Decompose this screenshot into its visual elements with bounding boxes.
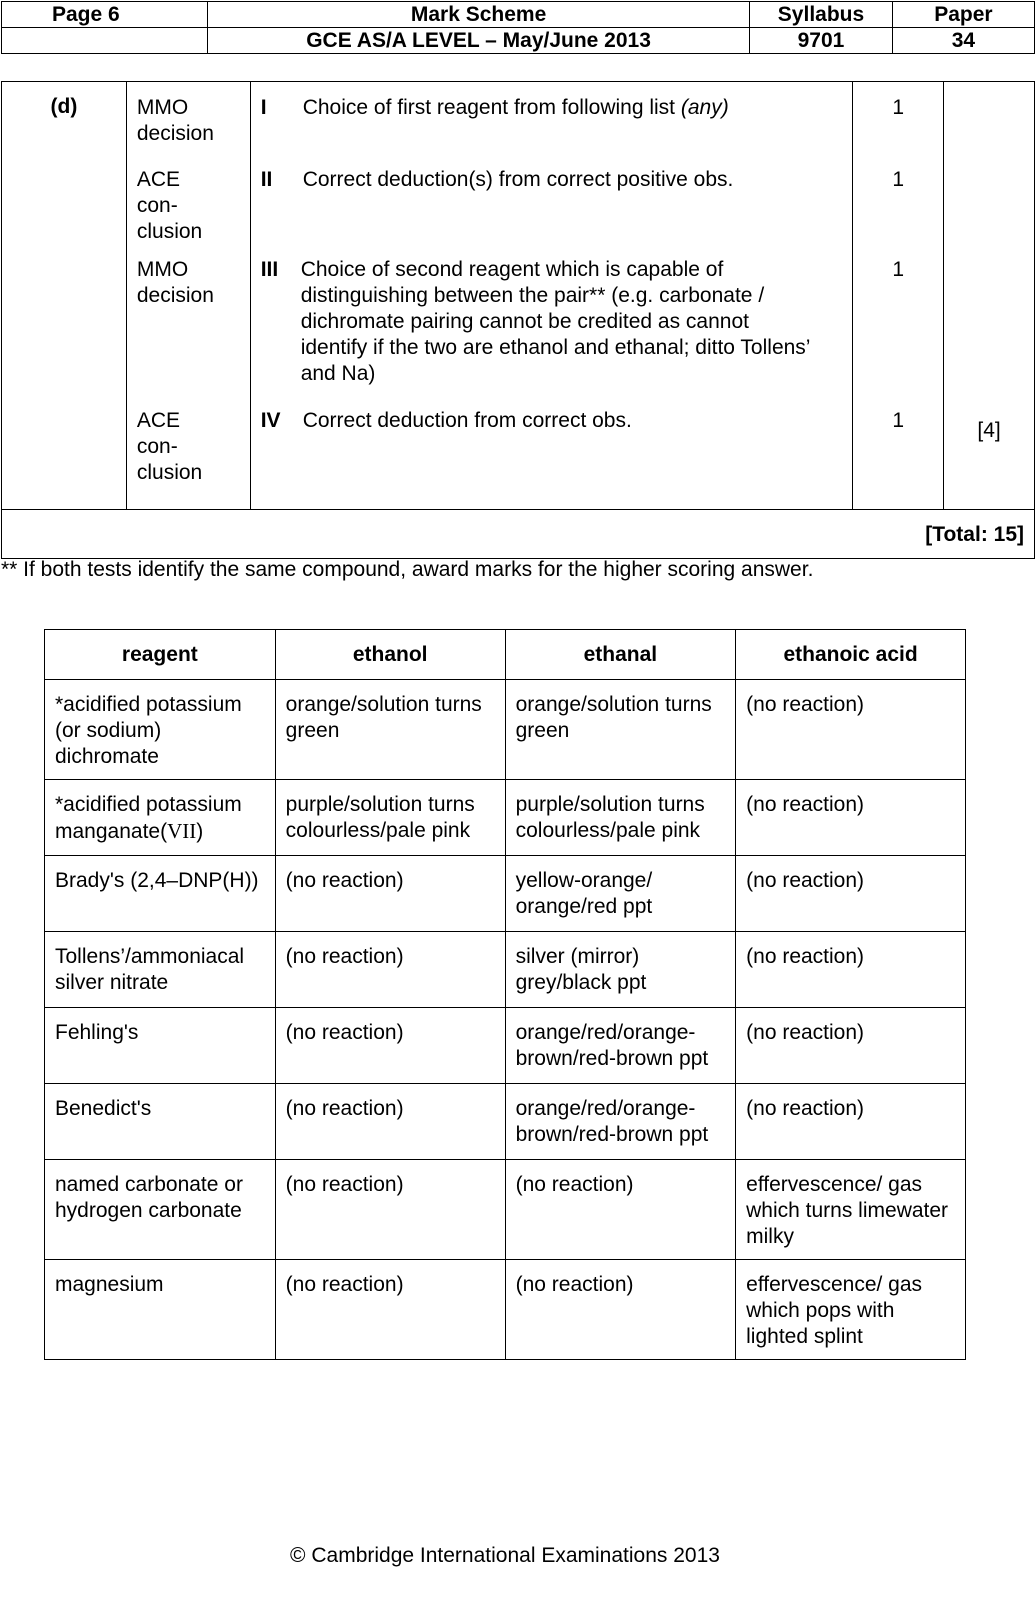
column-header: ethanal [505, 630, 736, 680]
syllabus-code: 9701 [750, 28, 893, 54]
column-header: ethanoic acid [736, 630, 966, 680]
skill-label: ACE con- clusion [136, 409, 203, 484]
table-cell: orange/solution turns green [275, 680, 505, 780]
mark-value: 1 [892, 409, 905, 432]
table-row [45, 1260, 966, 1360]
table-cell: purple/solution turns colourless/pale pink [275, 780, 505, 856]
criterion-numeral: III [260, 258, 279, 281]
table-row [45, 932, 966, 1008]
table-cell: orange/solution turns green [505, 680, 736, 780]
footnote: ** If both tests identify the same compound, award marks for the higher scoring answer. [1, 558, 814, 581]
mark-scheme-table [1, 81, 1035, 559]
table-cell: (no reaction) [275, 1008, 505, 1084]
part-total: [4] [977, 419, 1001, 442]
table-cell: purple/solution turns colourless/pale pink [505, 780, 736, 856]
table-cell: Fehling's [45, 1008, 276, 1084]
mark-value: 1 [892, 96, 905, 119]
skill-label: MMO decision [136, 258, 214, 307]
table-cell: *acidified potassium (or sodium) dichromate [45, 680, 276, 780]
document-title: Mark Scheme [207, 2, 749, 28]
paper-number: 34 [892, 28, 1034, 54]
table-cell: orange/red/orange-brown/red-brown ppt [505, 1084, 736, 1160]
table-row [45, 856, 966, 932]
table-cell: (no reaction) [275, 1260, 505, 1360]
page-number: Page 6 [2, 2, 208, 28]
criterion-row [261, 257, 852, 408]
table-cell: named carbonate or hydrogen carbonate [45, 1160, 276, 1260]
table-cell: (no reaction) [275, 1160, 505, 1260]
criteria-column [250, 82, 853, 510]
question-part: (d) [2, 82, 127, 510]
exam-session: GCE AS/A LEVEL – May/June 2013 [207, 28, 749, 54]
criterion-row [261, 83, 852, 157]
table-row [45, 1084, 966, 1160]
table-cell: (no reaction) [275, 932, 505, 1008]
table-cell: (no reaction) [736, 1084, 966, 1160]
criterion-text: Choice of second reagent which is capable of distinguishing between the pair** (e.g. carbonate / dichromate pairing cannot be credited as cannot identify if the two are ethanol and ethanal; ditto Tollens’ and Na) [300, 258, 810, 385]
table-row [45, 780, 966, 856]
table-cell: (no reaction) [736, 932, 966, 1008]
table-row [45, 680, 966, 780]
criterion-numeral: IV [260, 409, 281, 432]
mark-column [853, 82, 944, 510]
column-header: reagent [45, 630, 276, 680]
criterion-text: Correct deduction(s) from correct positive obs. [302, 168, 734, 191]
table-cell: (no reaction) [736, 680, 966, 780]
table-cell: (no reaction) [736, 780, 966, 856]
table-cell: (no reaction) [505, 1260, 736, 1360]
table-cell: silver (mirror) grey/black ppt [505, 932, 736, 1008]
table-cell: (no reaction) [736, 1008, 966, 1084]
table-cell: *acidified potassium manganate(VII) [45, 780, 276, 856]
table-cell: yellow-orange/ orange/red ppt [505, 856, 736, 932]
table-cell: effervescence/ gas which turns limewater milky [736, 1160, 966, 1260]
table-row [45, 1008, 966, 1084]
criterion-numeral: I [260, 96, 267, 119]
syllabus-label: Syllabus [750, 2, 893, 28]
reagent-table [44, 629, 966, 1360]
mark-value: 1 [892, 258, 905, 281]
table-cell: (no reaction) [275, 856, 505, 932]
table-cell: (no reaction) [275, 1084, 505, 1160]
skill-column [126, 82, 250, 510]
copyright-footer: © Cambridge International Examinations 2013 [290, 1544, 720, 1567]
total-column [944, 82, 1035, 510]
table-row [45, 1160, 966, 1260]
skill-label: MMO decision [136, 96, 214, 145]
criterion-row [261, 157, 852, 257]
table-cell: Tollens’/ammoniacal silver nitrate [45, 932, 276, 1008]
table-cell: (no reaction) [505, 1160, 736, 1260]
header-table [1, 1, 1035, 54]
table-cell: orange/red/orange-brown/red-brown ppt [505, 1008, 736, 1084]
table-cell: (no reaction) [736, 856, 966, 932]
mark-value: 1 [892, 168, 905, 191]
table-cell: effervescence/ gas which pops with lighted splint [736, 1260, 966, 1360]
grand-total: [Total: 15] [2, 510, 1035, 559]
criterion-numeral: II [260, 168, 273, 191]
criterion-row [261, 408, 852, 508]
paper-label: Paper [892, 2, 1034, 28]
criterion-text: Correct deduction from correct obs. [302, 409, 632, 432]
column-header: ethanol [275, 630, 505, 680]
table-cell: magnesium [45, 1260, 276, 1360]
page-blank [2, 28, 208, 54]
table-cell: Brady's (2,4–DNP(H)) [45, 856, 276, 932]
criterion-text: Choice of first reagent from following list (any) [302, 96, 729, 119]
skill-label: ACE con- clusion [136, 168, 203, 243]
table-cell: Benedict's [45, 1084, 276, 1160]
